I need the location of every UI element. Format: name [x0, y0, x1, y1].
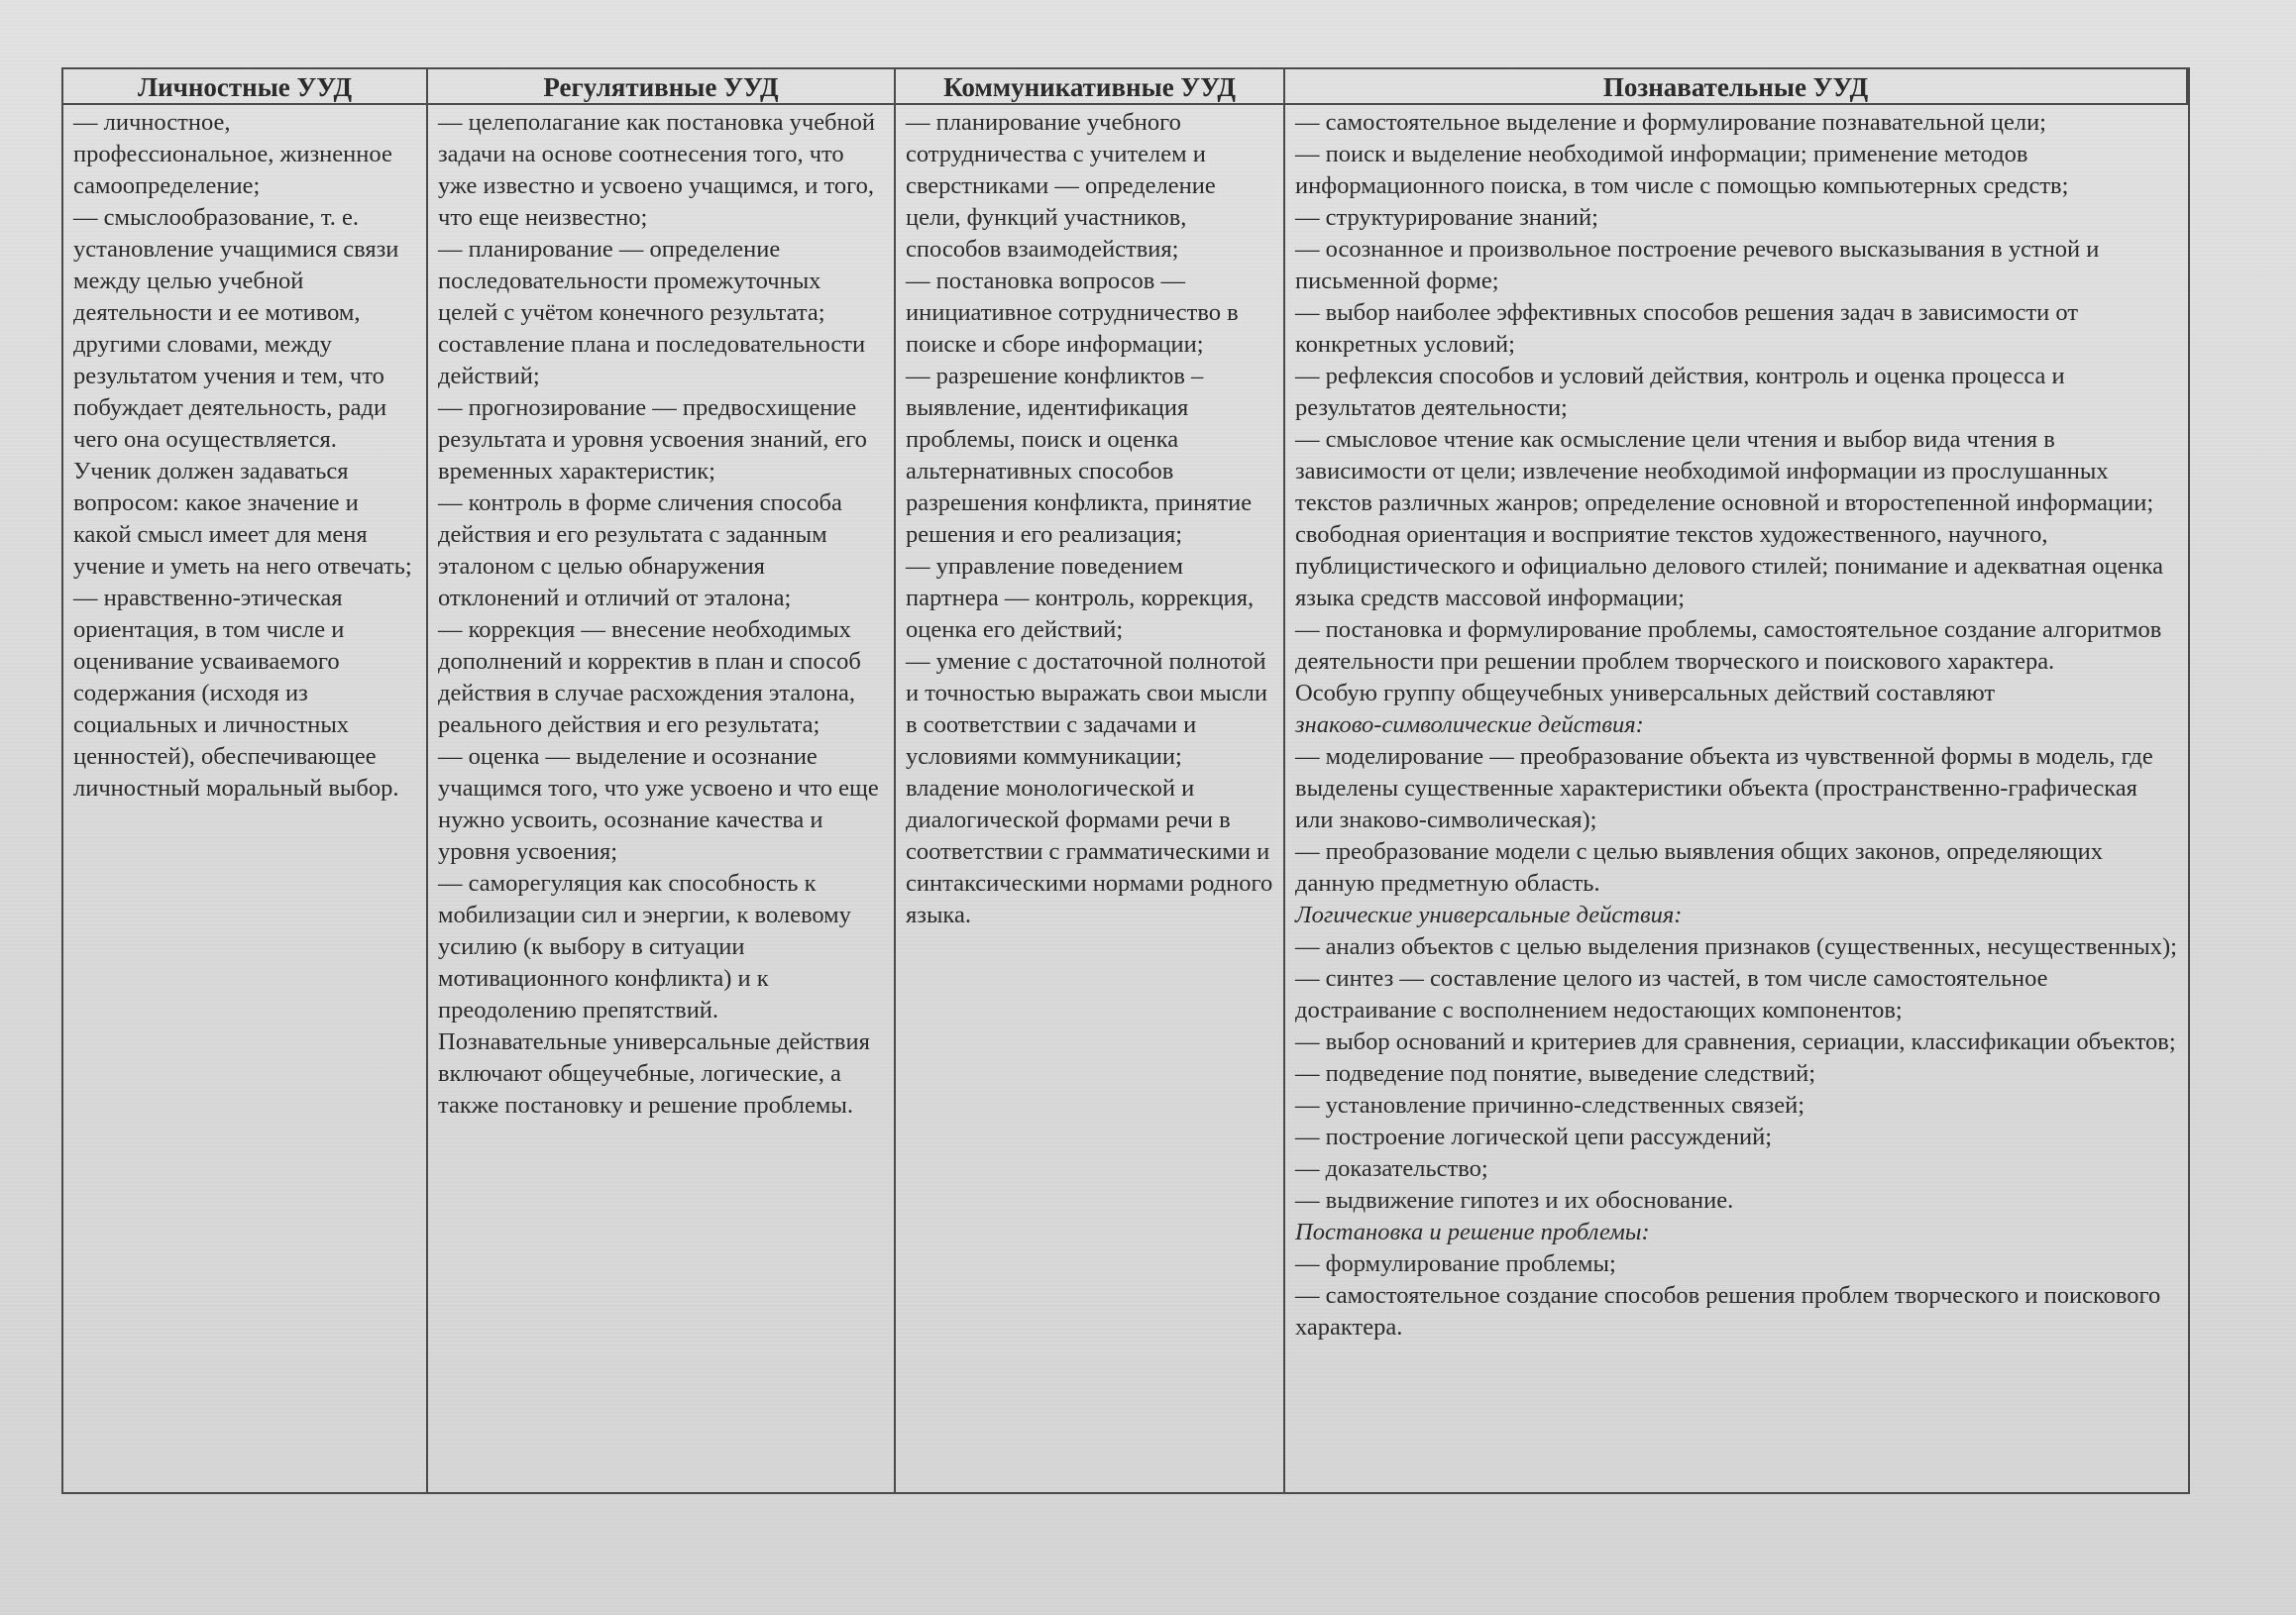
cell-paragraph: — управление поведением партнера — контроль, коррекция, оценка его действий; — [906, 553, 1255, 643]
header-regulatory: Регулятивные УУД — [428, 69, 896, 105]
cell-paragraph: — формулирование проблемы; — [1295, 1250, 1616, 1277]
cell-paragraph: Логические универсальные действия: — [1295, 902, 1683, 928]
cell-paragraph: — оценка — выделение и осознание учащимся того, что уже усвоено и что еще нужно усвоить, осознание качества и уровня усвоения; — [438, 743, 879, 865]
uud-table — [61, 67, 2190, 1494]
cell-paragraph: — постановка и формулирование проблемы, самостоятельное создание алгоритмов деятельности при решении проблем творческого и поискового характера. — [1295, 616, 2162, 675]
cell-paragraph: — смыслообразование, т. е. установление учащимися связи между целью учебной деятельности и ее мотивом, другими словами, между результатом учения и тем, что побуждает деятельность, ради чего она осуществляется. Ученик должен задаваться вопросом: какое значение и какой смысл имеет для меня учение и уметь на него отвечать; — [73, 204, 412, 580]
cell-paragraph: — установление причинно-следственных связей; — [1295, 1092, 1805, 1119]
cell-paragraph: — структурирование знаний; — [1295, 204, 1598, 231]
cell-paragraph: Особую группу общеучебных универсальных действий составляют — [1295, 680, 1996, 706]
cell-paragraph: — умение с достаточной полнотой и точностью выражать свои мысли в соответствии с задачами и условиями коммуникации; владение монологической и диалогической формами речи в соответствии с грамматическими и синтаксическими нормами родного языка. — [906, 648, 1273, 928]
cell-paragraph: — планирование учебного сотрудничества с учителем и сверстниками — определение цели, функций участников, способов взаимодействия; — [906, 109, 1216, 263]
cell-paragraph: — коррекция — внесение необходимых дополнений и корректив в план и способ действия в случае расхождения эталона, реального действия и его результата; — [438, 616, 861, 738]
cell-paragraph: — самостоятельное создание способов решения проблем творческого и поискового характера. — [1295, 1282, 2161, 1341]
cell-paragraph: — подведение под понятие, выведение следствий; — [1295, 1060, 1816, 1087]
cell-personal — [63, 105, 428, 1492]
cell-paragraph: Познавательные универсальные действия включают общеучебные, логические, а также постановку и решение проблемы. — [438, 1028, 870, 1119]
cell-paragraph: — анализ объектов с целью выделения признаков (существенных, несущественных); — [1295, 933, 2177, 960]
header-cognitive: Познавательные УУД — [1285, 69, 2188, 105]
cell-paragraph: — рефлексия способов и условий действия, контроль и оценка процесса и результатов деятельности; — [1295, 363, 2065, 421]
cell-paragraph: — доказательство; — [1295, 1155, 1488, 1182]
cell-paragraph: — осознанное и произвольное построение речевого высказывания в устной и письменной форме; — [1295, 236, 2100, 294]
cell-paragraph: — синтез — составление целого из частей, в том числе самостоятельное достраивание с восполнением недостающих компонентов; — [1295, 965, 2048, 1023]
cell-paragraph: — планирование — определение последовательности промежуточных целей с учётом конечного результата; составление плана и последовательности действий; — [438, 236, 866, 389]
cell-paragraph: — построение логической цепи рассуждений; — [1295, 1124, 1773, 1150]
header-personal: Личностные УУД — [63, 69, 428, 105]
cell-paragraph: — выдвижение гипотез и их обоснование. — [1295, 1187, 1734, 1214]
cell-cognitive — [1285, 105, 2188, 1492]
cell-paragraph: знаково-символические действия: — [1295, 711, 1644, 738]
cell-regulatory — [428, 105, 896, 1492]
cell-paragraph: — постановка вопросов — инициативное сотрудничество в поиске и сборе информации; — [906, 268, 1239, 358]
cell-paragraph: — саморегуляция как способность к мобилизации сил и энергии, к волевому усилию (к выбору в ситуации мотивационного конфликта) и к преодолению препятствий. — [438, 870, 851, 1023]
cell-paragraph: — прогнозирование — предвосхищение результата и уровня усвоения знаний, его временных характеристик; — [438, 394, 867, 484]
cell-paragraph: — выбор наиболее эффективных способов решения задач в зависимости от конкретных условий; — [1295, 299, 2079, 358]
cell-paragraph: — разрешение конфликтов – выявление, идентификация проблемы, поиск и оценка альтернативных способов разрешения конфликта, принятие решения и его реализация; — [906, 363, 1253, 548]
header-communicative: Коммуникативные УУД — [896, 69, 1285, 105]
cell-communicative — [896, 105, 1285, 1492]
cell-paragraph: — целеполагание как постановка учебной задачи на основе соотнесения того, что уже известно и усвоено учащимся, и того, что еще неизвестно; — [438, 109, 875, 231]
cell-paragraph: — смысловое чтение как осмысление цели чтения и выбор вида чтения в зависимости от цели; извлечение необходимой информации из прослушанных текстов различных жанров; определение основной и второстепенной информации; свободная ориентация и восприятие текстов художественного, научного, публицистического и официально делового стилей; понимание и адекватная оценка языка средств массовой информации; — [1295, 426, 2164, 611]
cell-paragraph: — нравственно-этическая ориентация, в том числе и оценивание усваиваемого содержания (исходя из социальных и личностных ценностей), обеспечивающее личностный моральный выбор. — [73, 585, 399, 802]
cell-paragraph: — выбор оснований и критериев для сравнения, сериации, классификации объектов; — [1295, 1028, 2176, 1055]
cell-paragraph: — поиск и выделение необходимой информации; применение методов информационного поиска, в том числе с помощью компьютерных средств; — [1295, 141, 2069, 199]
cell-paragraph: — личностное, профессиональное, жизненное самоопределение; — [73, 109, 392, 199]
cell-paragraph: Постановка и решение проблемы: — [1295, 1219, 1650, 1245]
cell-paragraph: — преобразование модели с целью выявления общих законов, определяющих данную предметную область. — [1295, 838, 2103, 897]
cell-paragraph: — контроль в форме сличения способа действия и его результата с заданным эталоном с целью обнаружения отклонений и отличий от эталона; — [438, 489, 842, 611]
cell-paragraph: — самостоятельное выделение и формулирование познавательной цели; — [1295, 109, 2046, 136]
cell-paragraph: — моделирование — преобразование объекта из чувственной формы в модель, где выделены существенные характеристики объекта (пространственно-графическая или знаково-символическая); — [1295, 743, 2153, 833]
